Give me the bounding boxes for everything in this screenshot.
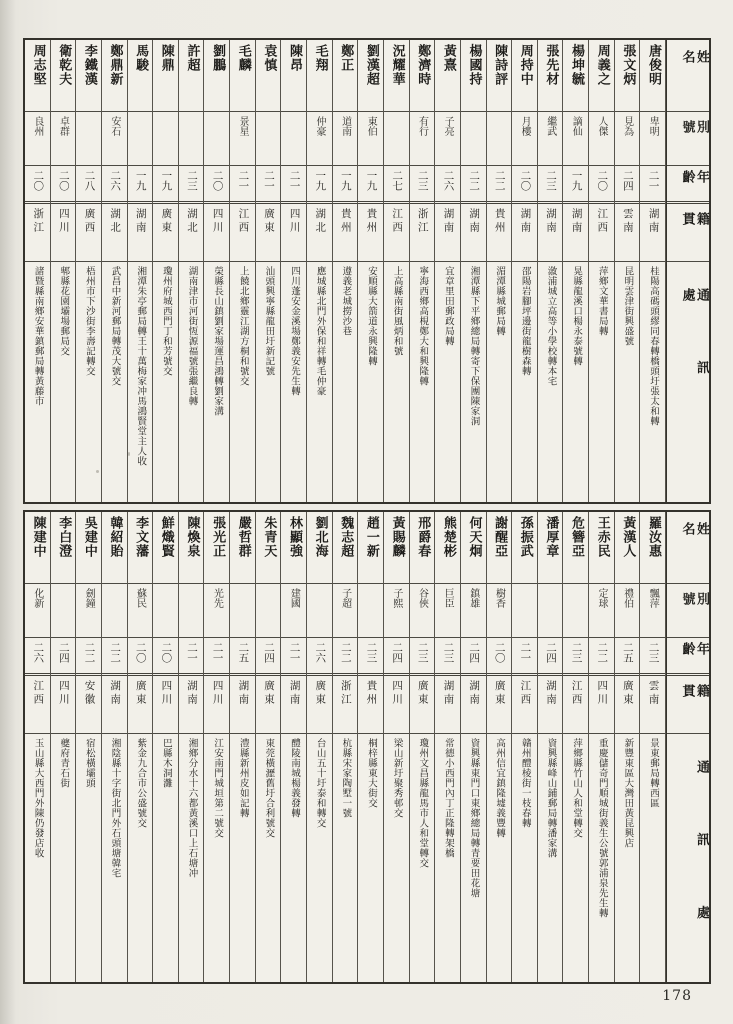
- person-age: 二〇: [596, 170, 609, 191]
- person-name: 何天炯: [466, 516, 482, 558]
- person-age: 一九: [365, 170, 378, 191]
- person-age: 二三: [442, 642, 455, 663]
- person-columns-bottom: [25, 512, 666, 982]
- person-name: 李白澄: [56, 516, 72, 558]
- person-origin: 四川: [596, 680, 609, 707]
- person-origin: 湖南: [134, 208, 147, 235]
- person-alias: 見為: [621, 116, 633, 136]
- person-origin: 湖南: [647, 208, 660, 235]
- person-column: [461, 40, 487, 502]
- person-age: 二六: [109, 170, 122, 191]
- person-address: 桐梓縣東大街交: [365, 738, 377, 808]
- person-age: 二四: [57, 642, 70, 663]
- person-column: [640, 40, 666, 502]
- header-origin: 籍貫: [667, 204, 709, 262]
- person-alias: 化新: [31, 588, 43, 608]
- person-address: 醴陵南城楊義發轉: [289, 738, 301, 818]
- person-name: 邢爵春: [415, 516, 431, 558]
- person-alias: 蘇民: [134, 588, 146, 608]
- person-age: 二〇: [211, 170, 224, 191]
- person-name: 劉北海: [312, 516, 328, 558]
- person-name: 袁慎: [261, 44, 277, 72]
- person-address: 寧海西鄉高梘鄭大和興隆轉: [417, 266, 429, 386]
- person-address: 湖南津市河街恆源福號張繼良轉: [186, 266, 198, 406]
- person-origin: 浙江: [416, 208, 429, 235]
- person-age: 二三: [647, 642, 660, 663]
- person-name: 毛麟: [235, 44, 251, 72]
- person-column: [358, 40, 384, 502]
- person-address: 榮縣長山鎮劉家場運昌鴻轉劉家溝: [212, 266, 224, 416]
- person-name: 朱青天: [261, 516, 277, 558]
- person-origin: 雲南: [621, 208, 634, 235]
- person-origin: 廣東: [134, 680, 147, 707]
- person-origin: 湖南: [442, 208, 455, 235]
- person-column: [589, 40, 615, 502]
- person-column: [538, 512, 564, 982]
- person-age: 二四: [468, 642, 481, 663]
- person-column: [487, 40, 513, 502]
- person-address: 湘鄉分水十六都黃溪口上石塘冲: [186, 738, 198, 878]
- person-column: [589, 512, 615, 982]
- person-column: [358, 512, 384, 982]
- person-origin: 湖南: [545, 208, 557, 235]
- person-name: 魏志超: [338, 516, 354, 558]
- person-age: 二三: [186, 170, 199, 191]
- person-address: 梁山新圩聚秀邨交: [391, 738, 403, 818]
- person-age: 二〇: [134, 642, 147, 663]
- person-address: 江安南門城垣第二號交: [212, 738, 224, 838]
- person-age: 二二: [596, 642, 609, 663]
- person-column: [435, 40, 461, 502]
- person-origin: 江西: [519, 680, 532, 707]
- person-alias: 子超: [339, 588, 351, 608]
- person-alias: 人傑: [596, 116, 607, 136]
- person-age: 一九: [570, 170, 583, 191]
- person-name: 陳鼎: [158, 44, 174, 72]
- person-column: [179, 512, 205, 982]
- person-name: 潘厚章: [543, 516, 559, 558]
- person-name: 況耀華: [389, 44, 405, 86]
- person-age: 二五: [237, 642, 250, 663]
- person-name: 鄭正: [338, 44, 354, 72]
- person-age: 二〇: [57, 170, 70, 191]
- person-name: 張文炳: [620, 44, 636, 86]
- person-name: 鄭鼎新: [107, 44, 123, 86]
- person-address: 玉山縣大西門外陳仍發店收: [32, 738, 44, 858]
- person-column: [538, 40, 564, 502]
- person-age: 二一: [288, 170, 301, 191]
- person-alias: 良州: [31, 116, 43, 136]
- person-name: 陳煥泉: [184, 516, 200, 558]
- person-column: [102, 512, 128, 982]
- person-alias: 月樓: [519, 116, 531, 136]
- person-address: 應城縣北門外保和祥轉毛仲豪: [314, 266, 326, 396]
- person-name: 王赤民: [594, 516, 610, 558]
- person-column: [281, 40, 307, 502]
- person-origin: 四川: [288, 208, 301, 235]
- person-name: 許超: [184, 44, 200, 72]
- person-column: [256, 40, 282, 502]
- person-name: 鮮熾賢: [158, 516, 174, 558]
- header-address: 通訊處: [679, 288, 709, 434]
- person-origin: 湖南: [288, 680, 301, 707]
- person-address: 遵義老城撈沙巷: [340, 266, 352, 336]
- person-origin: 廣東: [493, 680, 506, 707]
- person-column: [410, 512, 436, 982]
- person-column: [51, 512, 77, 982]
- person-origin: 四川: [211, 208, 224, 235]
- person-column: [410, 40, 436, 502]
- person-age: 二四: [545, 642, 557, 663]
- person-age: 二〇: [32, 170, 45, 191]
- person-name: 李鐵漢: [81, 44, 97, 86]
- header-column-bottom: [666, 512, 709, 982]
- person-address: 重慶儲奇門順城街義生公號郭浦泉先生轉: [596, 738, 608, 918]
- person-age: 一九: [134, 170, 147, 191]
- person-address: 台山五十圩泰和轉交: [314, 738, 326, 828]
- person-name: 劉漢超: [363, 44, 379, 86]
- person-address: 東莞橫瀝舊圩合利號交: [263, 738, 275, 838]
- person-column: [76, 40, 102, 502]
- person-age: 一九: [314, 170, 327, 191]
- person-name: 陳昂: [287, 44, 302, 72]
- person-age: 一九: [339, 170, 352, 191]
- person-address: 景東郵局轉西區: [648, 738, 659, 808]
- person-origin: 江西: [237, 208, 250, 235]
- header-address: 通訊處: [694, 760, 709, 979]
- person-alias: 鎮雄: [467, 588, 479, 608]
- person-name: 周志堅: [30, 44, 46, 86]
- person-age: 二六: [442, 170, 455, 191]
- person-alias: 有行: [416, 116, 428, 136]
- person-name: 羅汝惠: [645, 516, 661, 558]
- person-alias: 卓群: [57, 116, 69, 136]
- person-origin: 廣東: [416, 680, 429, 707]
- person-origin: 廣東: [262, 208, 275, 235]
- person-age: 二一: [211, 642, 224, 663]
- person-name: 張先材: [543, 44, 559, 86]
- person-address: 澧縣新州皮如記轉: [237, 738, 249, 818]
- person-name: 黃賜麟: [389, 516, 405, 558]
- person-age: 二四: [262, 642, 275, 663]
- person-origin: 四川: [211, 680, 224, 707]
- person-address: 漵浦城立高等小學校轉本宅: [545, 266, 557, 386]
- person-column: [384, 40, 410, 502]
- person-column: [204, 512, 230, 982]
- person-column: [333, 40, 359, 502]
- person-origin: 江西: [596, 208, 609, 235]
- person-origin: 湖南: [468, 680, 481, 707]
- person-address: 桂陽高碼頭繆同春轉橋頭圩張太和轉: [648, 266, 659, 426]
- person-origin: 四川: [57, 208, 70, 235]
- person-alias: 谷俠: [416, 588, 428, 608]
- person-address: 上高縣南街風炳和號: [391, 266, 403, 356]
- person-name: 韓紹貽: [107, 516, 123, 558]
- person-address: 宿松橫壩頭: [83, 738, 95, 788]
- person-alias: 仲豪: [313, 116, 325, 136]
- person-alias: 子亮: [442, 116, 454, 136]
- person-column: [102, 40, 128, 502]
- person-address: 湘陰縣十字街北門外石頭塘韓宅: [109, 738, 121, 878]
- person-address: 萍鄉文華書局轉: [596, 266, 608, 336]
- person-age: 二三: [570, 642, 583, 663]
- ink-speck: [128, 452, 130, 456]
- person-age: 二二: [109, 642, 122, 663]
- person-age: 二一: [288, 642, 301, 663]
- person-column: [615, 512, 641, 982]
- person-age: 二四: [391, 642, 404, 663]
- person-age: 二三: [545, 170, 557, 191]
- person-age: 二四: [621, 170, 634, 191]
- ink-speck: [96, 470, 99, 473]
- person-address: 昆明雲津街興盛號: [622, 266, 634, 346]
- person-column: [25, 40, 51, 502]
- page-number: 178: [662, 988, 692, 1004]
- person-alias: 景星: [237, 116, 249, 136]
- person-age: 二六: [314, 642, 327, 663]
- person-origin: 四川: [160, 680, 173, 707]
- person-age: 二七: [391, 170, 404, 191]
- person-age: 二一: [186, 642, 199, 663]
- person-column: [153, 40, 179, 502]
- person-address: 湘潭縣下平鄉總局轉寄下保團陳家洞: [468, 266, 480, 426]
- person-origin: 江西: [32, 680, 45, 707]
- person-address: 湄潭縣城郵局轉: [494, 266, 506, 336]
- person-address: 諸暨縣南鄉安華鎮郵局轉黃藤市: [32, 266, 44, 406]
- person-column: [307, 40, 333, 502]
- person-name: 毛翔: [312, 44, 328, 72]
- header-alias: 別號: [667, 112, 709, 166]
- person-address: 梧州市下沙街李壽記轉交: [83, 266, 95, 376]
- person-alias: 定球: [596, 588, 607, 608]
- person-alias: 安石: [108, 116, 120, 136]
- person-name: 謝醒亞: [492, 516, 508, 558]
- person-origin: 貴州: [339, 208, 352, 235]
- person-origin: 廣西: [83, 208, 96, 235]
- person-origin: 湖南: [186, 680, 199, 707]
- person-address: 杭縣宋家陶墅一號: [340, 738, 352, 818]
- person-address: 武昌中新河郵局轉茂大號交: [109, 266, 121, 386]
- person-name: 馬駿: [133, 44, 149, 72]
- person-age: 二〇: [519, 170, 532, 191]
- header-age: 年齡: [667, 638, 709, 676]
- person-origin: 湖南: [545, 680, 557, 707]
- person-column: [25, 512, 51, 982]
- person-origin: 浙江: [32, 208, 45, 235]
- person-address: 安順縣大箭道永興隆轉: [365, 266, 377, 366]
- person-name: 唐俊明: [645, 44, 661, 86]
- person-origin: 安徽: [83, 680, 96, 707]
- person-alias: 建國: [288, 588, 300, 608]
- person-name: 李文藩: [133, 516, 149, 558]
- person-alias: 巨臣: [442, 588, 454, 608]
- person-age: 二二: [493, 170, 506, 191]
- header-age: 年齡: [667, 166, 709, 204]
- person-age: 一九: [160, 170, 173, 191]
- person-alias: 繼武: [544, 116, 556, 136]
- person-column: [461, 512, 487, 982]
- person-column: [230, 40, 256, 502]
- person-origin: 江西: [570, 680, 583, 707]
- person-name: 陳建中: [30, 516, 46, 558]
- person-address: 上饒北鄉靈江湖方桐和號交: [237, 266, 249, 386]
- person-alias: 劍鐘: [83, 588, 95, 608]
- person-name: 孫振武: [517, 516, 533, 558]
- person-address: 汕頭興寧縣龍田圩新記號: [263, 266, 275, 376]
- person-column: [512, 512, 538, 982]
- person-origin: 四川: [391, 680, 404, 707]
- person-address: 贛州醴棱街一枝春轉: [519, 738, 531, 828]
- person-address: 巴縣木洞灘: [160, 738, 172, 788]
- person-column: [204, 40, 230, 502]
- person-address: 湘潭朱亭郵局轉王十萬梅家冲馬鴻賢堂主人收: [135, 266, 147, 466]
- person-origin: 湖南: [109, 680, 122, 707]
- person-age: 二八: [83, 170, 96, 191]
- person-age: 二二: [339, 642, 352, 663]
- person-alias: 謫仙: [570, 116, 582, 136]
- person-column: [384, 512, 410, 982]
- person-name: 鄭濟時: [415, 44, 431, 86]
- person-age: 二三: [416, 170, 429, 191]
- person-column: [51, 40, 77, 502]
- person-age: 二二: [83, 642, 96, 663]
- person-column: [256, 512, 282, 982]
- person-origin: 湖南: [468, 208, 481, 235]
- person-origin: 貴州: [365, 680, 378, 707]
- person-name: 劉鵬: [210, 44, 226, 72]
- roster-table-top: [23, 38, 711, 504]
- person-origin: 湖南: [519, 208, 532, 235]
- person-address: 四川蓬安金溪場鄭義安先生轉: [289, 266, 301, 396]
- person-name: 楊國持: [466, 44, 482, 86]
- person-address: 新豐東區大灣田黃昆興店: [622, 738, 634, 848]
- person-alias: 道南: [339, 116, 351, 136]
- person-age: 二一: [237, 170, 250, 191]
- person-address: 晃縣龍溪口楊永泰號轉: [571, 266, 583, 366]
- header-origin: 籍貫: [667, 676, 709, 734]
- person-name: 楊坤毓: [569, 44, 585, 86]
- person-origin: 廣東: [314, 680, 327, 707]
- person-name: 黃漢人: [620, 516, 636, 558]
- person-column: [563, 40, 589, 502]
- header-alias: 別號: [667, 584, 709, 638]
- person-column: [76, 512, 102, 982]
- person-alias: 樹香: [493, 588, 505, 608]
- person-address: 萍鄉縣竹山人和堂轉交: [571, 738, 583, 838]
- header-name: 姓名: [667, 512, 709, 584]
- person-age: 二三: [416, 642, 429, 663]
- person-alias: 光先: [211, 588, 223, 608]
- person-name: 嚴哲群: [235, 516, 251, 558]
- person-column: [307, 512, 333, 982]
- person-age: 二六: [32, 642, 45, 663]
- person-column: [128, 512, 154, 982]
- person-origin: 湖北: [109, 208, 122, 235]
- person-age: 二三: [365, 642, 378, 663]
- person-name: 熊楚彬: [440, 516, 456, 558]
- person-alias: 禮伯: [621, 588, 633, 608]
- person-name: 張光正: [210, 516, 226, 558]
- person-column: [640, 512, 666, 982]
- person-origin: 湖南: [442, 680, 455, 707]
- person-age: 二一: [262, 170, 275, 191]
- person-address: 郫縣花園壩場郵局交: [58, 266, 70, 356]
- person-address: 資興縣東門口東鄉總局轉青要田花塘: [468, 738, 480, 898]
- person-name: 林顯強: [287, 516, 302, 558]
- person-origin: 浙江: [339, 680, 352, 707]
- person-column: [153, 512, 179, 982]
- person-alias: 卑明: [647, 116, 659, 136]
- person-origin: 四川: [57, 680, 70, 707]
- person-column: [615, 40, 641, 502]
- person-alias: 子熙: [390, 588, 402, 608]
- person-column: [563, 512, 589, 982]
- person-origin: 廣東: [262, 680, 275, 707]
- person-address: 宜章里田郵政局轉: [442, 266, 454, 346]
- person-age: 二五: [621, 642, 634, 663]
- person-origin: 湖北: [186, 208, 199, 235]
- person-age: 二一: [647, 170, 660, 191]
- person-name: 危簪亞: [569, 516, 585, 558]
- person-age: 二〇: [493, 642, 506, 663]
- person-column: [230, 512, 256, 982]
- person-origin: 貴州: [365, 208, 378, 235]
- person-column: [435, 512, 461, 982]
- person-name: 黃熹: [440, 44, 456, 72]
- person-alias: 東伯: [365, 116, 377, 136]
- person-age: 二〇: [160, 642, 173, 663]
- person-column: [128, 40, 154, 502]
- header-column-top: [666, 40, 709, 502]
- person-column: [179, 40, 205, 502]
- person-address: 邵陽岩腳坪邊街龍樹森轉: [519, 266, 531, 376]
- person-name: 吳建中: [81, 516, 97, 558]
- person-name: 衛乾夫: [56, 44, 72, 86]
- person-column: [487, 512, 513, 982]
- person-origin: 湖南: [237, 680, 250, 707]
- person-column: [512, 40, 538, 502]
- person-origin: 雲南: [647, 680, 660, 707]
- person-age: 二二: [468, 170, 481, 191]
- person-address: 高州信宜鎮隆墟義豐轉: [494, 738, 506, 838]
- person-name: 周持中: [517, 44, 533, 86]
- person-alias: 飄萍: [647, 588, 659, 608]
- person-address: 資興縣峰山鋪郵局轉潘家溝: [545, 738, 557, 858]
- person-address: 瓊州府城西門丁和芳號交: [160, 266, 172, 376]
- person-name: 陳詩評: [492, 44, 508, 86]
- person-origin: 江西: [391, 208, 404, 235]
- person-age: 二一: [519, 642, 532, 663]
- person-address: 夔府青石街: [58, 738, 70, 788]
- person-address: 紫金九合市公盛號交: [135, 738, 147, 828]
- person-origin: 貴州: [493, 208, 506, 235]
- roster-table-bottom: [23, 510, 711, 984]
- person-name: 趙一新: [363, 516, 379, 558]
- person-address: 瓊州文昌縣龍馬市人和堂轉交: [417, 738, 429, 868]
- person-origin: 廣東: [160, 208, 173, 235]
- person-origin: 湖南: [570, 208, 583, 235]
- header-name: 姓名: [667, 40, 709, 112]
- person-address: 常德小西門內丁正隆轉架橋: [442, 738, 454, 858]
- person-origin: 湖北: [314, 208, 327, 235]
- person-column: [333, 512, 359, 982]
- person-origin: 廣東: [621, 680, 634, 707]
- person-columns-top: [25, 40, 666, 502]
- person-name: 周義之: [594, 44, 610, 86]
- person-column: [281, 512, 307, 982]
